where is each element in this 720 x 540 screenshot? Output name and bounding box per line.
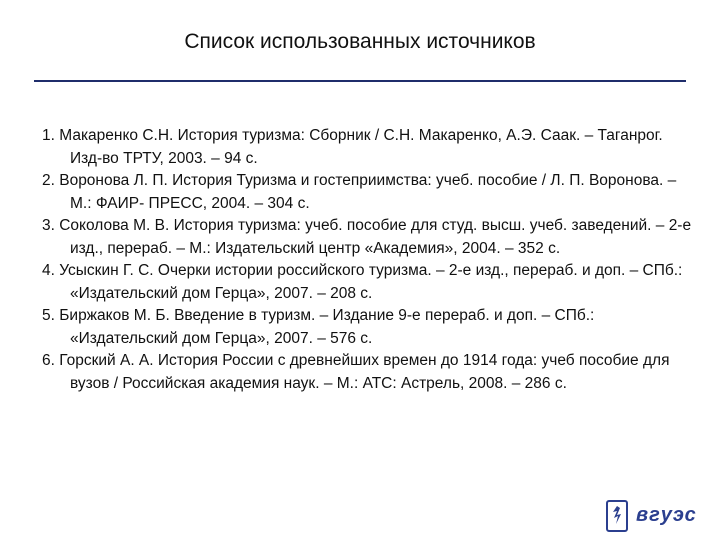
university-emblem-icon (606, 500, 628, 532)
slide-title: Список использованных источников (184, 30, 536, 53)
university-logo (606, 500, 702, 534)
reference-item: 2. Воронова Л. П. История Туризма и гостеприимства: учеб. пособие / Л. П. Воронова. – М.: ФАИР- ПРЕСС, 2004. – 304 с. (42, 172, 677, 212)
reference-item: 3. Соколова М. В. История туризма: учеб. пособие для студ. высш. учеб. заведений. – 2-е изд., перераб. – М.: Издательский центр «Академия», 2004. – 352 с. (42, 217, 692, 257)
reference-list (42, 125, 692, 395)
reference-item: 1. Макаренко С.Н. История туризма: Сборник / С.Н. Макаренко, А.Э. Саак. – Таганрог. Изд-во ТРТУ, 2003. – 94 с. (42, 127, 663, 167)
title-divider (34, 80, 686, 82)
logo-text: вгуэс (636, 504, 697, 526)
reference-item: 6. Горский А. А. История России с древнейших времен до 1914 года: учеб пособие для вузов / Российская академия наук. – М.: АТС: Астрель, 2008. – 286 с. (42, 352, 670, 392)
reference-item: 4. Усыскин Г. С. Очерки истории российского туризма. – 2-е изд., перераб. и доп. – СПб.: «Издательский дом Герца», 2007. – 208 с. (42, 262, 683, 302)
reference-item: 5. Биржаков М. Б. Введение в туризм. – Издание 9-е перераб. и доп. – СПб.: «Издательский дом Герца», 2007. – 576 с. (42, 307, 595, 347)
